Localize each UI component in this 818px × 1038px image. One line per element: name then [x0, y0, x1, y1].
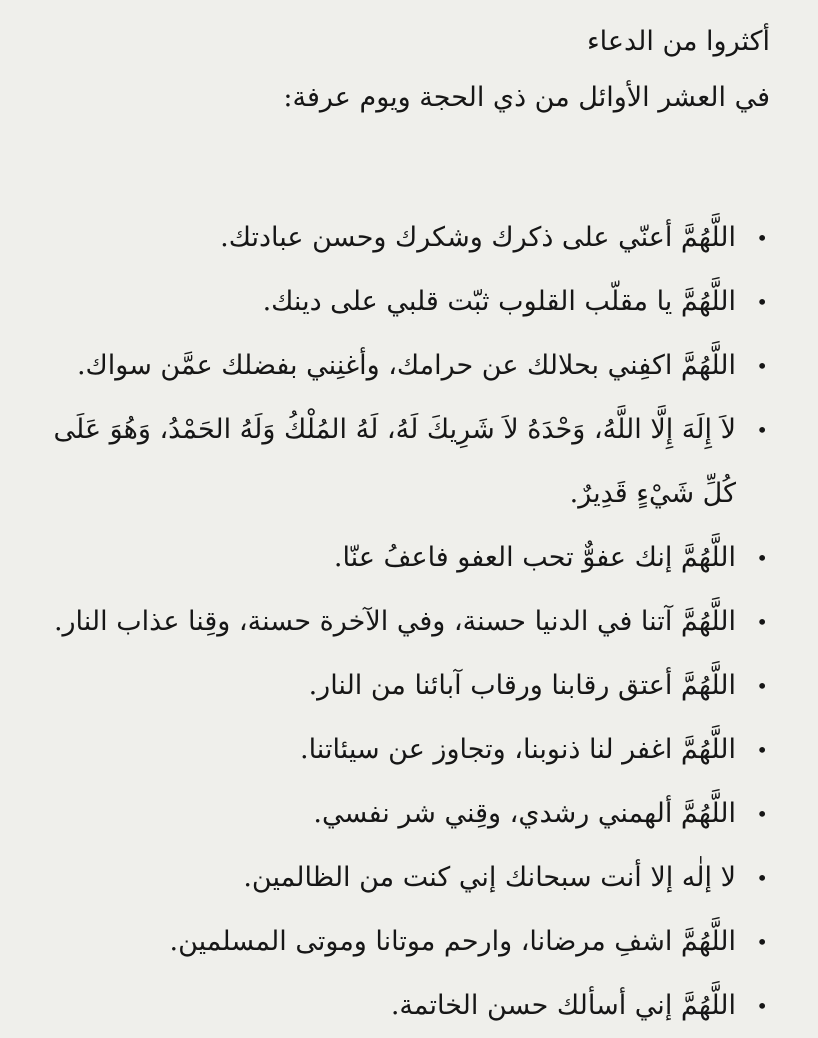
list-item — [40, 846, 770, 910]
bullet-icon: • — [756, 610, 768, 634]
list-item — [40, 526, 770, 590]
dua-text: اللَّهُمَّ أعنّي على ذكرك وشكرك وحسن عبادتك. — [220, 222, 736, 253]
bullet-icon: • — [756, 418, 768, 442]
bullet-icon: • — [756, 866, 768, 890]
list-item — [40, 206, 770, 270]
list-item — [40, 334, 770, 398]
bullet-icon: • — [756, 930, 768, 954]
bullet-icon: • — [756, 802, 768, 826]
list-item — [40, 270, 770, 334]
dua-text: اللَّهُمَّ إني أسألك حسن الخاتمة. — [390, 990, 736, 1021]
page-title: أكثروا من الدعاء — [586, 26, 770, 57]
list-item — [40, 654, 770, 718]
list-item — [40, 590, 770, 654]
bullet-icon: • — [756, 994, 768, 1018]
list-item — [40, 910, 770, 974]
dua-text: اللَّهُمَّ اشفِ مرضانا، وارحم موتانا وموتى المسلمين. — [169, 926, 736, 957]
dua-text: اللَّهُمَّ آتنا في الدنيا حسنة، وفي الآخرة حسنة، وقِنا عذاب النار. — [53, 606, 736, 637]
dua-text: اللَّهُمَّ اكفِني بحلالك عن حرامك، وأغنِني بفضلك عمَّن سواك. — [76, 350, 736, 381]
list-item — [40, 398, 770, 526]
bullet-icon: • — [756, 226, 768, 250]
bullet-icon: • — [756, 546, 768, 570]
bullet-icon: • — [756, 290, 768, 314]
list-item — [40, 782, 770, 846]
dua-text: اللَّهُمَّ أعتق رقابنا ورقاب آبائنا من النار. — [308, 670, 736, 701]
dua-text: اللَّهُمَّ إنك عفوٌّ تحب العفو فاعفُ عنّا. — [333, 542, 736, 573]
dua-text: لاَ إِلَهَ إِلَّا اللَّهُ، وَحْدَهُ لاَ شَرِيكَ لَهُ، لَهُ المُلْكُ وَلَهُ الحَمْدُ، وَهُوَ عَلَى كُلِّ شَيْءٍ قَدِيرٌ. — [53, 414, 736, 509]
dua-list — [40, 206, 770, 1038]
dua-text: اللَّهُمَّ يا مقلّب القلوب ثبّت قلبي على دينك. — [262, 286, 736, 317]
intro-line: في العشر الأوائل من ذي الحجة ويوم عرفة: — [283, 82, 770, 113]
dua-text: اللَّهُمَّ اغفر لنا ذنوبنا، وتجاوز عن سيئاتنا. — [299, 734, 736, 765]
bullet-icon: • — [756, 738, 768, 762]
dua-text: اللَّهُمَّ ألهمني رشدي، وقِني شر نفسي. — [313, 798, 736, 829]
bullet-icon: • — [756, 674, 768, 698]
list-item — [40, 974, 770, 1038]
list-item — [40, 718, 770, 782]
dua-text: لا إلٰه إلا أنت سبحانك إني كنت من الظالمين. — [243, 862, 736, 893]
bullet-icon: • — [756, 354, 768, 378]
